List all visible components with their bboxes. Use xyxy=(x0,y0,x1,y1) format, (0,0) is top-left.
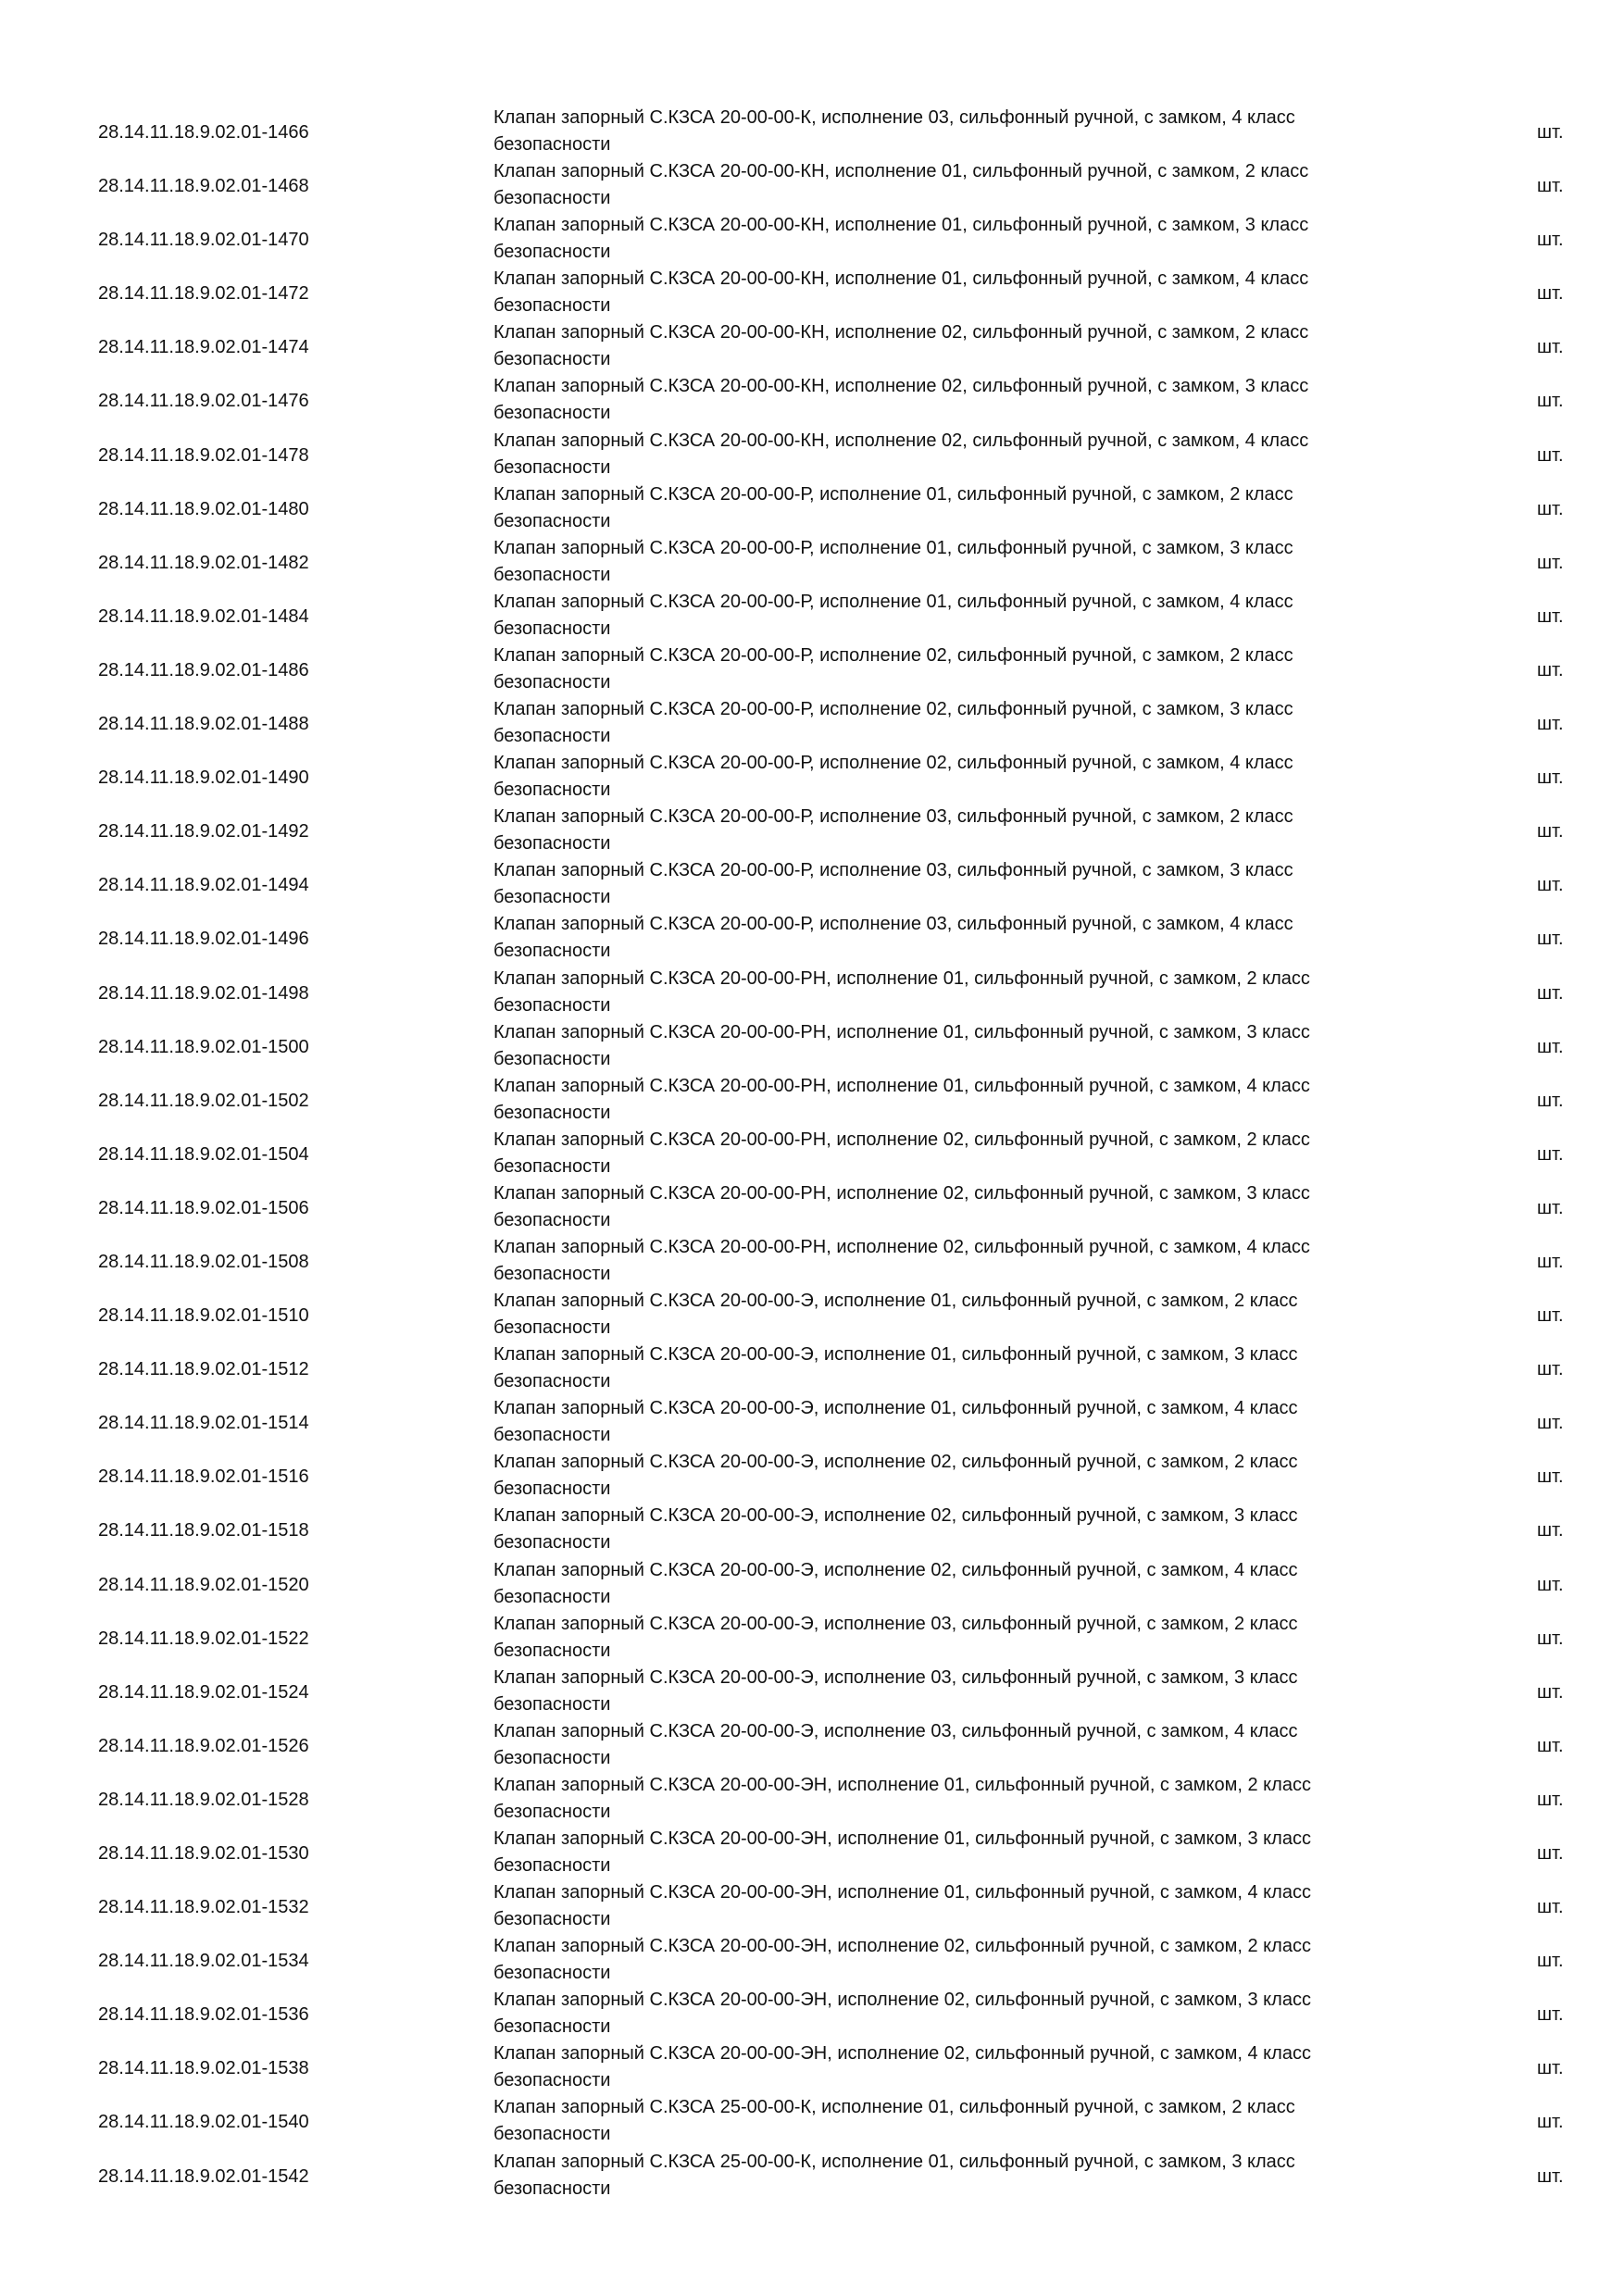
table-row xyxy=(0,750,1624,804)
description-line-2: безопасности xyxy=(493,456,611,478)
resource-description xyxy=(493,1341,1401,1395)
description-line-1: Клапан запорный С.КЗСА 20-00-00-Р, исполнение 02, сильфонный ручной, с замком, 3 класс xyxy=(493,699,1293,720)
unit-of-measure: шт. xyxy=(1537,1090,1564,1111)
resource-code: 28.14.11.18.9.02.01-1470 xyxy=(98,230,309,251)
table-row xyxy=(0,535,1624,589)
unit-of-measure: шт. xyxy=(1537,1897,1564,1918)
resource-code: 28.14.11.18.9.02.01-1524 xyxy=(98,1681,309,1703)
table-row xyxy=(0,589,1624,643)
table-row xyxy=(0,1987,1624,2040)
description-line-2: безопасности xyxy=(493,2177,611,2199)
unit-of-measure: шт. xyxy=(1537,337,1564,358)
resource-description xyxy=(493,1826,1401,1879)
description-line-1: Клапан запорный С.КЗСА 20-00-00-ЭН, исполнение 02, сильфонный ручной, с замком, 3 класс xyxy=(493,1990,1311,2011)
table-row xyxy=(0,804,1624,857)
description-line-1: Клапан запорный С.КЗСА 20-00-00-РН, исполнение 02, сильфонный ручной, с замком, 3 класс xyxy=(493,1182,1310,1204)
description-line-1: Клапан запорный С.КЗСА 20-00-00-Р, исполнение 01, сильфонный ручной, с замком, 3 класс xyxy=(493,537,1293,558)
resource-description xyxy=(493,1234,1401,1288)
resource-description xyxy=(493,1557,1401,1611)
description-line-2: безопасности xyxy=(493,403,611,424)
resource-code: 28.14.11.18.9.02.01-1506 xyxy=(98,1197,309,1218)
resource-code: 28.14.11.18.9.02.01-1508 xyxy=(98,1251,309,1272)
description-line-2: безопасности xyxy=(493,188,611,209)
description-line-1: Клапан запорный С.КЗСА 20-00-00-Э, исполнение 01, сильфонный ручной, с замком, 4 класс xyxy=(493,1398,1298,1419)
description-line-1: Клапан запорный С.КЗСА 20-00-00-Р, исполнение 02, сильфонный ручной, с замком, 4 класс xyxy=(493,753,1293,774)
table-row xyxy=(0,319,1624,373)
unit-of-measure: шт. xyxy=(1537,1520,1564,1541)
description-line-1: Клапан запорный С.КЗСА 20-00-00-Э, исполнение 02, сильфонный ручной, с замком, 4 класс xyxy=(493,1559,1298,1580)
table-row xyxy=(0,911,1624,965)
unit-of-measure: шт. xyxy=(1537,2058,1564,2079)
table-row xyxy=(0,1772,1624,1826)
unit-of-measure: шт. xyxy=(1537,1197,1564,1218)
description-line-1: Клапан запорный С.КЗСА 20-00-00-КН, исполнение 01, сильфонный ручной, с замком, 2 класс xyxy=(493,161,1309,182)
resource-code: 28.14.11.18.9.02.01-1466 xyxy=(98,122,309,143)
description-line-1: Клапан запорный С.КЗСА 20-00-00-РН, исполнение 01, сильфонный ручной, с замком, 4 класс xyxy=(493,1075,1310,1096)
unit-of-measure: шт. xyxy=(1537,122,1564,143)
description-line-2: безопасности xyxy=(493,1801,611,1822)
unit-of-measure: шт. xyxy=(1537,1951,1564,1972)
unit-of-measure: шт. xyxy=(1537,498,1564,519)
unit-of-measure: шт. xyxy=(1537,1305,1564,1327)
description-line-2: безопасности xyxy=(493,564,611,585)
description-line-1: Клапан запорный С.КЗСА 20-00-00-Р, исполнение 02, сильфонный ручной, с замком, 2 класс xyxy=(493,644,1293,666)
resource-description xyxy=(493,105,1401,158)
resource-code: 28.14.11.18.9.02.01-1510 xyxy=(98,1305,309,1327)
unit-of-measure: шт. xyxy=(1537,659,1564,680)
unit-of-measure: шт. xyxy=(1537,1466,1564,1488)
unit-of-measure: шт. xyxy=(1537,875,1564,896)
unit-of-measure: шт. xyxy=(1537,1143,1564,1165)
resource-code: 28.14.11.18.9.02.01-1478 xyxy=(98,444,309,466)
description-line-1: Клапан запорный С.КЗСА 20-00-00-ЭН, исполнение 01, сильфонный ручной, с замком, 2 класс xyxy=(493,1774,1311,1795)
unit-of-measure: шт. xyxy=(1537,982,1564,1004)
resource-code: 28.14.11.18.9.02.01-1472 xyxy=(98,283,309,305)
resource-description xyxy=(493,696,1401,750)
description-line-2: безопасности xyxy=(493,1102,611,1123)
unit-of-measure: шт. xyxy=(1537,605,1564,627)
table-row xyxy=(0,643,1624,696)
table-row xyxy=(0,158,1624,212)
description-line-2: безопасности xyxy=(493,1479,611,1500)
description-line-2: безопасности xyxy=(493,1048,611,1069)
table-row xyxy=(0,1341,1624,1395)
resource-description xyxy=(493,643,1401,696)
unit-of-measure: шт. xyxy=(1537,1789,1564,1810)
table-row xyxy=(0,857,1624,911)
description-line-2: безопасности xyxy=(493,941,611,962)
resource-code: 28.14.11.18.9.02.01-1538 xyxy=(98,2058,309,2079)
resource-code: 28.14.11.18.9.02.01-1528 xyxy=(98,1789,309,1810)
resource-description xyxy=(493,966,1401,1019)
resource-description xyxy=(493,857,1401,911)
description-line-1: Клапан запорный С.КЗСА 20-00-00-ЭН, исполнение 01, сильфонный ручной, с замком, 4 класс xyxy=(493,1882,1311,1903)
resource-code: 28.14.11.18.9.02.01-1492 xyxy=(98,821,309,842)
resource-description xyxy=(493,481,1401,535)
description-line-2: безопасности xyxy=(493,726,611,747)
resource-code: 28.14.11.18.9.02.01-1518 xyxy=(98,1520,309,1541)
resource-code: 28.14.11.18.9.02.01-1520 xyxy=(98,1574,309,1595)
unit-of-measure: шт. xyxy=(1537,552,1564,573)
description-line-2: безопасности xyxy=(493,1693,611,1715)
resource-description xyxy=(493,2094,1401,2148)
description-line-1: Клапан запорный С.КЗСА 20-00-00-КН, исполнение 01, сильфонный ручной, с замком, 3 класс xyxy=(493,215,1309,236)
description-line-2: безопасности xyxy=(493,2016,611,2038)
description-line-2: безопасности xyxy=(493,833,611,855)
table-row xyxy=(0,1879,1624,1933)
table-row xyxy=(0,266,1624,319)
table-row xyxy=(0,1503,1624,1556)
resource-description xyxy=(493,1288,1401,1341)
table-row xyxy=(0,1718,1624,1772)
description-line-1: Клапан запорный С.КЗСА 20-00-00-Э, исполнение 03, сильфонный ручной, с замком, 3 класс xyxy=(493,1666,1298,1688)
description-line-2: безопасности xyxy=(493,2124,611,2145)
description-line-1: Клапан запорный С.КЗСА 25-00-00-К, исполнение 01, сильфонный ручной, с замком, 3 класс xyxy=(493,2151,1295,2172)
resource-description xyxy=(493,1933,1401,1987)
resource-code: 28.14.11.18.9.02.01-1540 xyxy=(98,2112,309,2133)
unit-of-measure: шт. xyxy=(1537,1843,1564,1864)
unit-of-measure: шт. xyxy=(1537,1251,1564,1272)
description-line-2: безопасности xyxy=(493,1963,611,1984)
unit-of-measure: шт. xyxy=(1537,444,1564,466)
resource-code: 28.14.11.18.9.02.01-1522 xyxy=(98,1628,309,1649)
table-row xyxy=(0,1933,1624,1987)
description-line-2: безопасности xyxy=(493,1263,611,1284)
resource-description xyxy=(493,911,1401,965)
description-line-1: Клапан запорный С.КЗСА 20-00-00-Р, исполнение 03, сильфонный ручной, с замком, 4 класс xyxy=(493,914,1293,935)
table-row xyxy=(0,1826,1624,1879)
resource-code: 28.14.11.18.9.02.01-1486 xyxy=(98,659,309,680)
table-row xyxy=(0,1234,1624,1288)
table-row xyxy=(0,1611,1624,1665)
resource-description xyxy=(493,212,1401,266)
table-row xyxy=(0,1127,1624,1180)
description-line-2: безопасности xyxy=(493,1425,611,1446)
table-row xyxy=(0,481,1624,535)
description-line-2: безопасности xyxy=(493,2070,611,2091)
description-line-2: безопасности xyxy=(493,1855,611,1876)
resource-description xyxy=(493,266,1401,319)
table-row xyxy=(0,1019,1624,1073)
resource-code: 28.14.11.18.9.02.01-1502 xyxy=(98,1090,309,1111)
resource-description xyxy=(493,1180,1401,1234)
description-line-1: Клапан запорный С.КЗСА 20-00-00-Э, исполнение 01, сильфонный ручной, с замком, 3 класс xyxy=(493,1344,1298,1366)
unit-of-measure: шт. xyxy=(1537,1681,1564,1703)
description-line-2: безопасности xyxy=(493,242,611,263)
unit-of-measure: шт. xyxy=(1537,391,1564,412)
unit-of-measure: шт. xyxy=(1537,230,1564,251)
resource-description xyxy=(493,1772,1401,1826)
table-row xyxy=(0,1665,1624,1718)
resource-description xyxy=(493,804,1401,857)
unit-of-measure: шт. xyxy=(1537,1628,1564,1649)
resource-code: 28.14.11.18.9.02.01-1488 xyxy=(98,714,309,735)
resource-code: 28.14.11.18.9.02.01-1532 xyxy=(98,1897,309,1918)
unit-of-measure: шт. xyxy=(1537,2112,1564,2133)
description-line-2: безопасности xyxy=(493,1371,611,1392)
table-row xyxy=(0,373,1624,427)
description-line-2: безопасности xyxy=(493,1747,611,1768)
unit-of-measure: шт. xyxy=(1537,1574,1564,1595)
description-line-1: Клапан запорный С.КЗСА 20-00-00-Э, исполнение 01, сильфонный ручной, с замком, 2 класс xyxy=(493,1291,1298,1312)
resource-description xyxy=(493,1019,1401,1073)
table-row xyxy=(0,696,1624,750)
description-line-2: безопасности xyxy=(493,1209,611,1230)
description-line-2: безопасности xyxy=(493,510,611,531)
unit-of-measure: шт. xyxy=(1537,1036,1564,1057)
resource-description xyxy=(493,535,1401,589)
description-line-2: безопасности xyxy=(493,1640,611,1661)
description-line-1: Клапан запорный С.КЗСА 20-00-00-РН, исполнение 02, сильфонный ручной, с замком, 2 класс xyxy=(493,1129,1310,1150)
description-line-2: безопасности xyxy=(493,671,611,693)
table-row xyxy=(0,2040,1624,2094)
description-line-2: безопасности xyxy=(493,349,611,370)
resource-description xyxy=(493,1073,1401,1127)
unit-of-measure: шт. xyxy=(1537,2165,1564,2187)
resource-code: 28.14.11.18.9.02.01-1542 xyxy=(98,2165,309,2187)
resource-description xyxy=(493,2040,1401,2094)
resource-description xyxy=(493,1987,1401,2040)
unit-of-measure: шт. xyxy=(1537,929,1564,950)
description-line-1: Клапан запорный С.КЗСА 20-00-00-Э, исполнение 03, сильфонный ручной, с замком, 2 класс xyxy=(493,1613,1298,1634)
resource-code: 28.14.11.18.9.02.01-1504 xyxy=(98,1143,309,1165)
unit-of-measure: шт. xyxy=(1537,176,1564,197)
description-line-1: Клапан запорный С.КЗСА 20-00-00-Э, исполнение 02, сильфонный ручной, с замком, 2 класс xyxy=(493,1452,1298,1473)
resource-code: 28.14.11.18.9.02.01-1476 xyxy=(98,391,309,412)
description-line-1: Клапан запорный С.КЗСА 20-00-00-КН, исполнение 02, сильфонный ручной, с замком, 4 класс xyxy=(493,430,1309,451)
description-line-2: безопасности xyxy=(493,1155,611,1177)
description-line-2: безопасности xyxy=(493,295,611,317)
resource-code: 28.14.11.18.9.02.01-1490 xyxy=(98,767,309,789)
resource-description xyxy=(493,428,1401,481)
unit-of-measure: шт. xyxy=(1537,2004,1564,2026)
description-line-1: Клапан запорный С.КЗСА 20-00-00-К, исполнение 03, сильфонный ручной, с замком, 4 класс xyxy=(493,107,1295,128)
resource-description xyxy=(493,2149,1401,2202)
resource-code: 28.14.11.18.9.02.01-1530 xyxy=(98,1843,309,1864)
description-line-1: Клапан запорный С.КЗСА 20-00-00-РН, исполнение 02, сильфонный ручной, с замком, 4 класс xyxy=(493,1236,1310,1257)
table-row xyxy=(0,2149,1624,2202)
description-line-2: безопасности xyxy=(493,994,611,1016)
resource-description xyxy=(493,158,1401,212)
resource-code: 28.14.11.18.9.02.01-1514 xyxy=(98,1413,309,1434)
description-line-1: Клапан запорный С.КЗСА 20-00-00-Р, исполнение 01, сильфонный ручной, с замком, 4 класс xyxy=(493,591,1293,612)
resource-code: 28.14.11.18.9.02.01-1468 xyxy=(98,176,309,197)
resource-code: 28.14.11.18.9.02.01-1526 xyxy=(98,1735,309,1756)
table-row xyxy=(0,1449,1624,1503)
resource-description xyxy=(493,319,1401,373)
resource-description xyxy=(493,1718,1401,1772)
table-row xyxy=(0,105,1624,158)
resource-description xyxy=(493,589,1401,643)
price-list-table xyxy=(0,105,1624,2202)
description-line-2: безопасности xyxy=(493,134,611,155)
table-row xyxy=(0,1180,1624,1234)
resource-description xyxy=(493,1503,1401,1556)
table-row xyxy=(0,1288,1624,1341)
resource-code: 28.14.11.18.9.02.01-1474 xyxy=(98,337,309,358)
unit-of-measure: шт. xyxy=(1537,1735,1564,1756)
resource-code: 28.14.11.18.9.02.01-1498 xyxy=(98,982,309,1004)
description-line-2: безопасности xyxy=(493,618,611,639)
resource-code: 28.14.11.18.9.02.01-1500 xyxy=(98,1036,309,1057)
table-row xyxy=(0,1557,1624,1611)
resource-description xyxy=(493,1449,1401,1503)
table-row xyxy=(0,212,1624,266)
description-line-2: безопасности xyxy=(493,887,611,908)
resource-code: 28.14.11.18.9.02.01-1494 xyxy=(98,875,309,896)
resource-description xyxy=(493,373,1401,427)
table-row xyxy=(0,2094,1624,2148)
resource-code: 28.14.11.18.9.02.01-1512 xyxy=(98,1359,309,1380)
description-line-1: Клапан запорный С.КЗСА 20-00-00-КН, исполнение 02, сильфонный ручной, с замком, 2 класс xyxy=(493,322,1309,343)
resource-code: 28.14.11.18.9.02.01-1484 xyxy=(98,605,309,627)
unit-of-measure: шт. xyxy=(1537,821,1564,842)
resource-code: 28.14.11.18.9.02.01-1496 xyxy=(98,929,309,950)
description-line-1: Клапан запорный С.КЗСА 20-00-00-Р, исполнение 03, сильфонный ручной, с замком, 2 класс xyxy=(493,806,1293,828)
unit-of-measure: шт. xyxy=(1537,714,1564,735)
description-line-1: Клапан запорный С.КЗСА 20-00-00-Р, исполнение 03, сильфонный ручной, с замком, 3 класс xyxy=(493,860,1293,881)
description-line-1: Клапан запорный С.КЗСА 20-00-00-Э, исполнение 03, сильфонный ручной, с замком, 4 класс xyxy=(493,1720,1298,1741)
table-row xyxy=(0,1073,1624,1127)
description-line-1: Клапан запорный С.КЗСА 20-00-00-ЭН, исполнение 02, сильфонный ручной, с замком, 4 класс xyxy=(493,2043,1311,2065)
description-line-1: Клапан запорный С.КЗСА 20-00-00-Р, исполнение 01, сильфонный ручной, с замком, 2 класс xyxy=(493,483,1293,505)
resource-code: 28.14.11.18.9.02.01-1480 xyxy=(98,498,309,519)
description-line-1: Клапан запорный С.КЗСА 20-00-00-РН, исполнение 01, сильфонный ручной, с замком, 2 класс xyxy=(493,967,1310,989)
description-line-2: безопасности xyxy=(493,1586,611,1607)
description-line-1: Клапан запорный С.КЗСА 25-00-00-К, исполнение 01, сильфонный ручной, с замком, 2 класс xyxy=(493,2097,1295,2118)
table-row xyxy=(0,1395,1624,1449)
unit-of-measure: шт. xyxy=(1537,283,1564,305)
resource-description xyxy=(493,1611,1401,1665)
unit-of-measure: шт. xyxy=(1537,1413,1564,1434)
description-line-1: Клапан запорный С.КЗСА 20-00-00-РН, исполнение 01, сильфонный ручной, с замком, 3 класс xyxy=(493,1021,1310,1042)
table-row xyxy=(0,966,1624,1019)
description-line-1: Клапан запорный С.КЗСА 20-00-00-КН, исполнение 02, сильфонный ручной, с замком, 3 класс xyxy=(493,376,1309,397)
description-line-2: безопасности xyxy=(493,780,611,801)
unit-of-measure: шт. xyxy=(1537,767,1564,789)
resource-code: 28.14.11.18.9.02.01-1534 xyxy=(98,1951,309,1972)
resource-description xyxy=(493,1665,1401,1718)
description-line-2: безопасности xyxy=(493,1909,611,1930)
resource-code: 28.14.11.18.9.02.01-1482 xyxy=(98,552,309,573)
description-line-1: Клапан запорный С.КЗСА 20-00-00-ЭН, исполнение 02, сильфонный ручной, с замком, 2 класс xyxy=(493,1936,1311,1957)
resource-description xyxy=(493,1879,1401,1933)
resource-code: 28.14.11.18.9.02.01-1536 xyxy=(98,2004,309,2026)
resource-code: 28.14.11.18.9.02.01-1516 xyxy=(98,1466,309,1488)
description-line-2: безопасности xyxy=(493,1532,611,1554)
description-line-1: Клапан запорный С.КЗСА 20-00-00-Э, исполнение 02, сильфонный ручной, с замком, 3 класс xyxy=(493,1505,1298,1527)
resource-description xyxy=(493,1127,1401,1180)
description-line-1: Клапан запорный С.КЗСА 20-00-00-ЭН, исполнение 01, сильфонный ручной, с замком, 3 класс xyxy=(493,1828,1311,1849)
unit-of-measure: шт. xyxy=(1537,1359,1564,1380)
resource-description xyxy=(493,1395,1401,1449)
table-row xyxy=(0,428,1624,481)
resource-description xyxy=(493,750,1401,804)
description-line-1: Клапан запорный С.КЗСА 20-00-00-КН, исполнение 01, сильфонный ручной, с замком, 4 класс xyxy=(493,268,1309,290)
description-line-2: безопасности xyxy=(493,1317,611,1339)
